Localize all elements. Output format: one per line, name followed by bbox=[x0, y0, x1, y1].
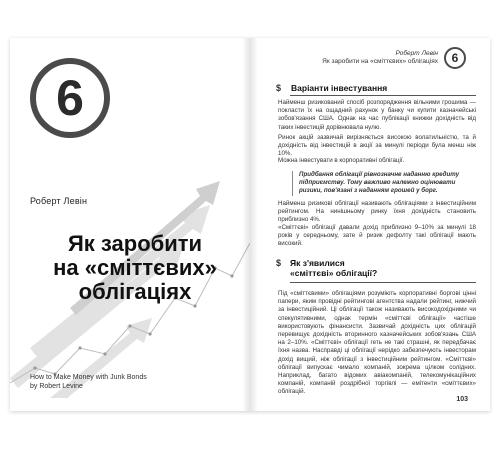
chapter-number: 6 bbox=[56, 70, 84, 126]
original-title bbox=[30, 373, 147, 391]
chapter-number-small: 6 bbox=[451, 51, 459, 65]
dollar-icon: $ bbox=[276, 258, 282, 268]
left-page bbox=[10, 38, 250, 411]
right-page bbox=[250, 38, 490, 411]
section-heading-text: Варіанти інвестування bbox=[291, 83, 388, 93]
book-title-line: Як заробити bbox=[67, 231, 203, 256]
paragraph: Можна інвестувати в корпоративні облігації. bbox=[278, 157, 405, 164]
section-heading-text bbox=[290, 258, 476, 278]
running-head bbox=[322, 50, 438, 66]
highlighted-quote: Придбання облігації рівнозначне наданню кредиту підприємству. Тому важливо належно оцінювати ризики, пов'язані з наданням грошей у борг. bbox=[292, 171, 472, 196]
section-heading-line: «сміттєві» облігації? bbox=[290, 268, 378, 278]
dollar-icon: $ bbox=[276, 83, 282, 93]
paragraph: Під «сміттєвими» облігаціями розуміють корпоративні боргові цінні папери, яким провідні рейтингові агентства надали рейтинг, нижчий за інвестиційний. Ці облігації також називають високодохідними чи спекулятивними, однак термін «сміттєві облігації» частіше використовують фінансисти. Зазвичай дохідність цих облігацій перевищує дохідність вторинного казначейських зобов'язань США на 2–10%. «Сміттєві» облігації геть не такі страшні, як передбачає їхня назва. Насправді ці облігації нерідко забезпечують інвесторам дохід вищий, ніж облігації з інвестиційним рейтингом. «Сміттєві» облігації випускає чимало компаній, зокрема цілком солідних. Наприклад, багато відомих авіакомпаній, телекомунікаційних компаній, компаній роздрібної торгівлі — емітенти «сміттєвих» облігацій. bbox=[278, 290, 476, 396]
section-heading-investment-options bbox=[276, 83, 476, 93]
paragraph: Найменш ризикований спосіб розпорядження вільними грошима — покласти їх на ощадний рахунок у банку чи купити казначейські зобов'язання США. Однак на час публікації книжки дохідність від таких інвестицій дорівнювала нулю. bbox=[278, 99, 476, 131]
chapter-number-small-badge bbox=[444, 47, 466, 69]
section-heading-line: Як з'явилися bbox=[290, 258, 345, 268]
book-title-line: облігаціях bbox=[78, 279, 192, 304]
heading-underline bbox=[290, 95, 476, 96]
heading-underline bbox=[290, 282, 476, 283]
book-title bbox=[30, 232, 240, 304]
original-title-line: by Robert Levine bbox=[30, 383, 83, 390]
paragraph: Найменш ризикові облігації називають облігаціями з інвестиційним рейтингом. На нинішньому ринку їхня дохідність становить приблизно 4%. bbox=[278, 200, 476, 224]
book-title-line: на «сміттєвих» bbox=[53, 255, 217, 280]
running-head-author: Роберт Левін bbox=[395, 50, 438, 57]
paragraph: Ринок акцій зазвичай вирізняється високою волатильністю, та й дохідність від інвестицій в акції за минулі періоди була менш ніж 10%. bbox=[278, 134, 476, 158]
original-title-line: How to Make Money with Junk Bonds bbox=[30, 374, 147, 381]
page-number: 103 bbox=[456, 396, 468, 403]
author-name: Роберт Левін bbox=[30, 196, 88, 206]
chapter-number-badge bbox=[30, 58, 110, 138]
running-head-title: Як заробити на «сміттєвих» облігаціях bbox=[322, 58, 438, 65]
book-spread bbox=[10, 38, 490, 411]
paragraph: «Сміттєві» облігації давали дохід приблизно 9–10% за минулі 18 років у середньому, зате й ризик дефолту такі облігації мають високий. bbox=[278, 224, 476, 248]
